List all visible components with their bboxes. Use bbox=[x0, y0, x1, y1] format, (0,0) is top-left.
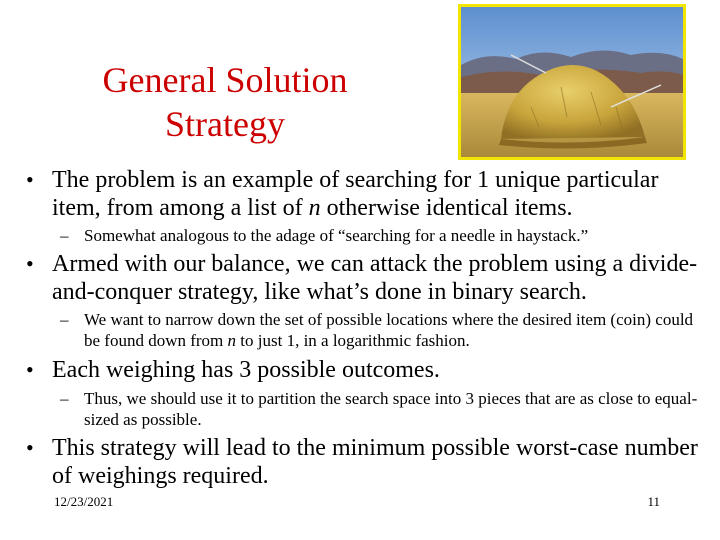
slide-title bbox=[60, 58, 390, 146]
bullet-2-sub-1-text-end: to just 1, in a logarithmic fashion. bbox=[236, 331, 470, 350]
bullet-3-text: Each weighing has 3 possible outcomes. bbox=[52, 357, 440, 383]
dash-icon: – bbox=[60, 389, 69, 408]
bullet-1-text-start: The problem is an example of searching for 1 unique particular item, from among a list of bbox=[52, 167, 659, 221]
haystack-image bbox=[458, 4, 686, 160]
bullet-3-sub-1-text: Thus, we should use it to partition the search space into 3 pieces that are as close to equal-sized as possible. bbox=[84, 389, 698, 429]
bullet-dot-icon: • bbox=[26, 435, 34, 460]
title-line-2: Strategy bbox=[165, 104, 285, 144]
bullet-3-sub-1 bbox=[60, 388, 704, 430]
bullet-2 bbox=[26, 250, 702, 306]
bullet-2-text: Armed with our balance, we can attack the problem using a divide-and-conquer strategy, like what’s done in binary search. bbox=[52, 251, 698, 305]
bullet-2-sub-1-italic-n: n bbox=[227, 331, 237, 350]
bullet-2-sub-1-text-start: We want to narrow down the set of possible locations where the desired item (coin) could be found down from bbox=[84, 310, 694, 350]
bullet-1-sub-1 bbox=[60, 225, 704, 246]
dash-icon: – bbox=[60, 226, 69, 245]
bullet-4-text: This strategy will lead to the minimum possible worst-case number of weighings required. bbox=[52, 435, 698, 489]
bullet-3 bbox=[26, 356, 702, 384]
bullet-dot-icon: • bbox=[26, 167, 34, 192]
bullet-1-sub-1-text: Somewhat analogous to the adage of “searching for a needle in haystack.” bbox=[84, 226, 589, 245]
bullet-1 bbox=[26, 166, 702, 222]
page-number: 11 bbox=[647, 494, 660, 509]
dash-icon: – bbox=[60, 310, 69, 329]
title-line-1: General Solution bbox=[102, 60, 348, 100]
footer-date: 12/23/2021 bbox=[54, 494, 114, 509]
bullet-1-italic-n: n bbox=[308, 195, 321, 221]
bullet-4 bbox=[26, 434, 702, 490]
bullet-dot-icon: • bbox=[26, 357, 34, 382]
bullet-1-text-end: otherwise identical items. bbox=[320, 195, 573, 221]
bullet-2-sub-1 bbox=[60, 309, 704, 351]
bullet-dot-icon: • bbox=[26, 251, 34, 276]
